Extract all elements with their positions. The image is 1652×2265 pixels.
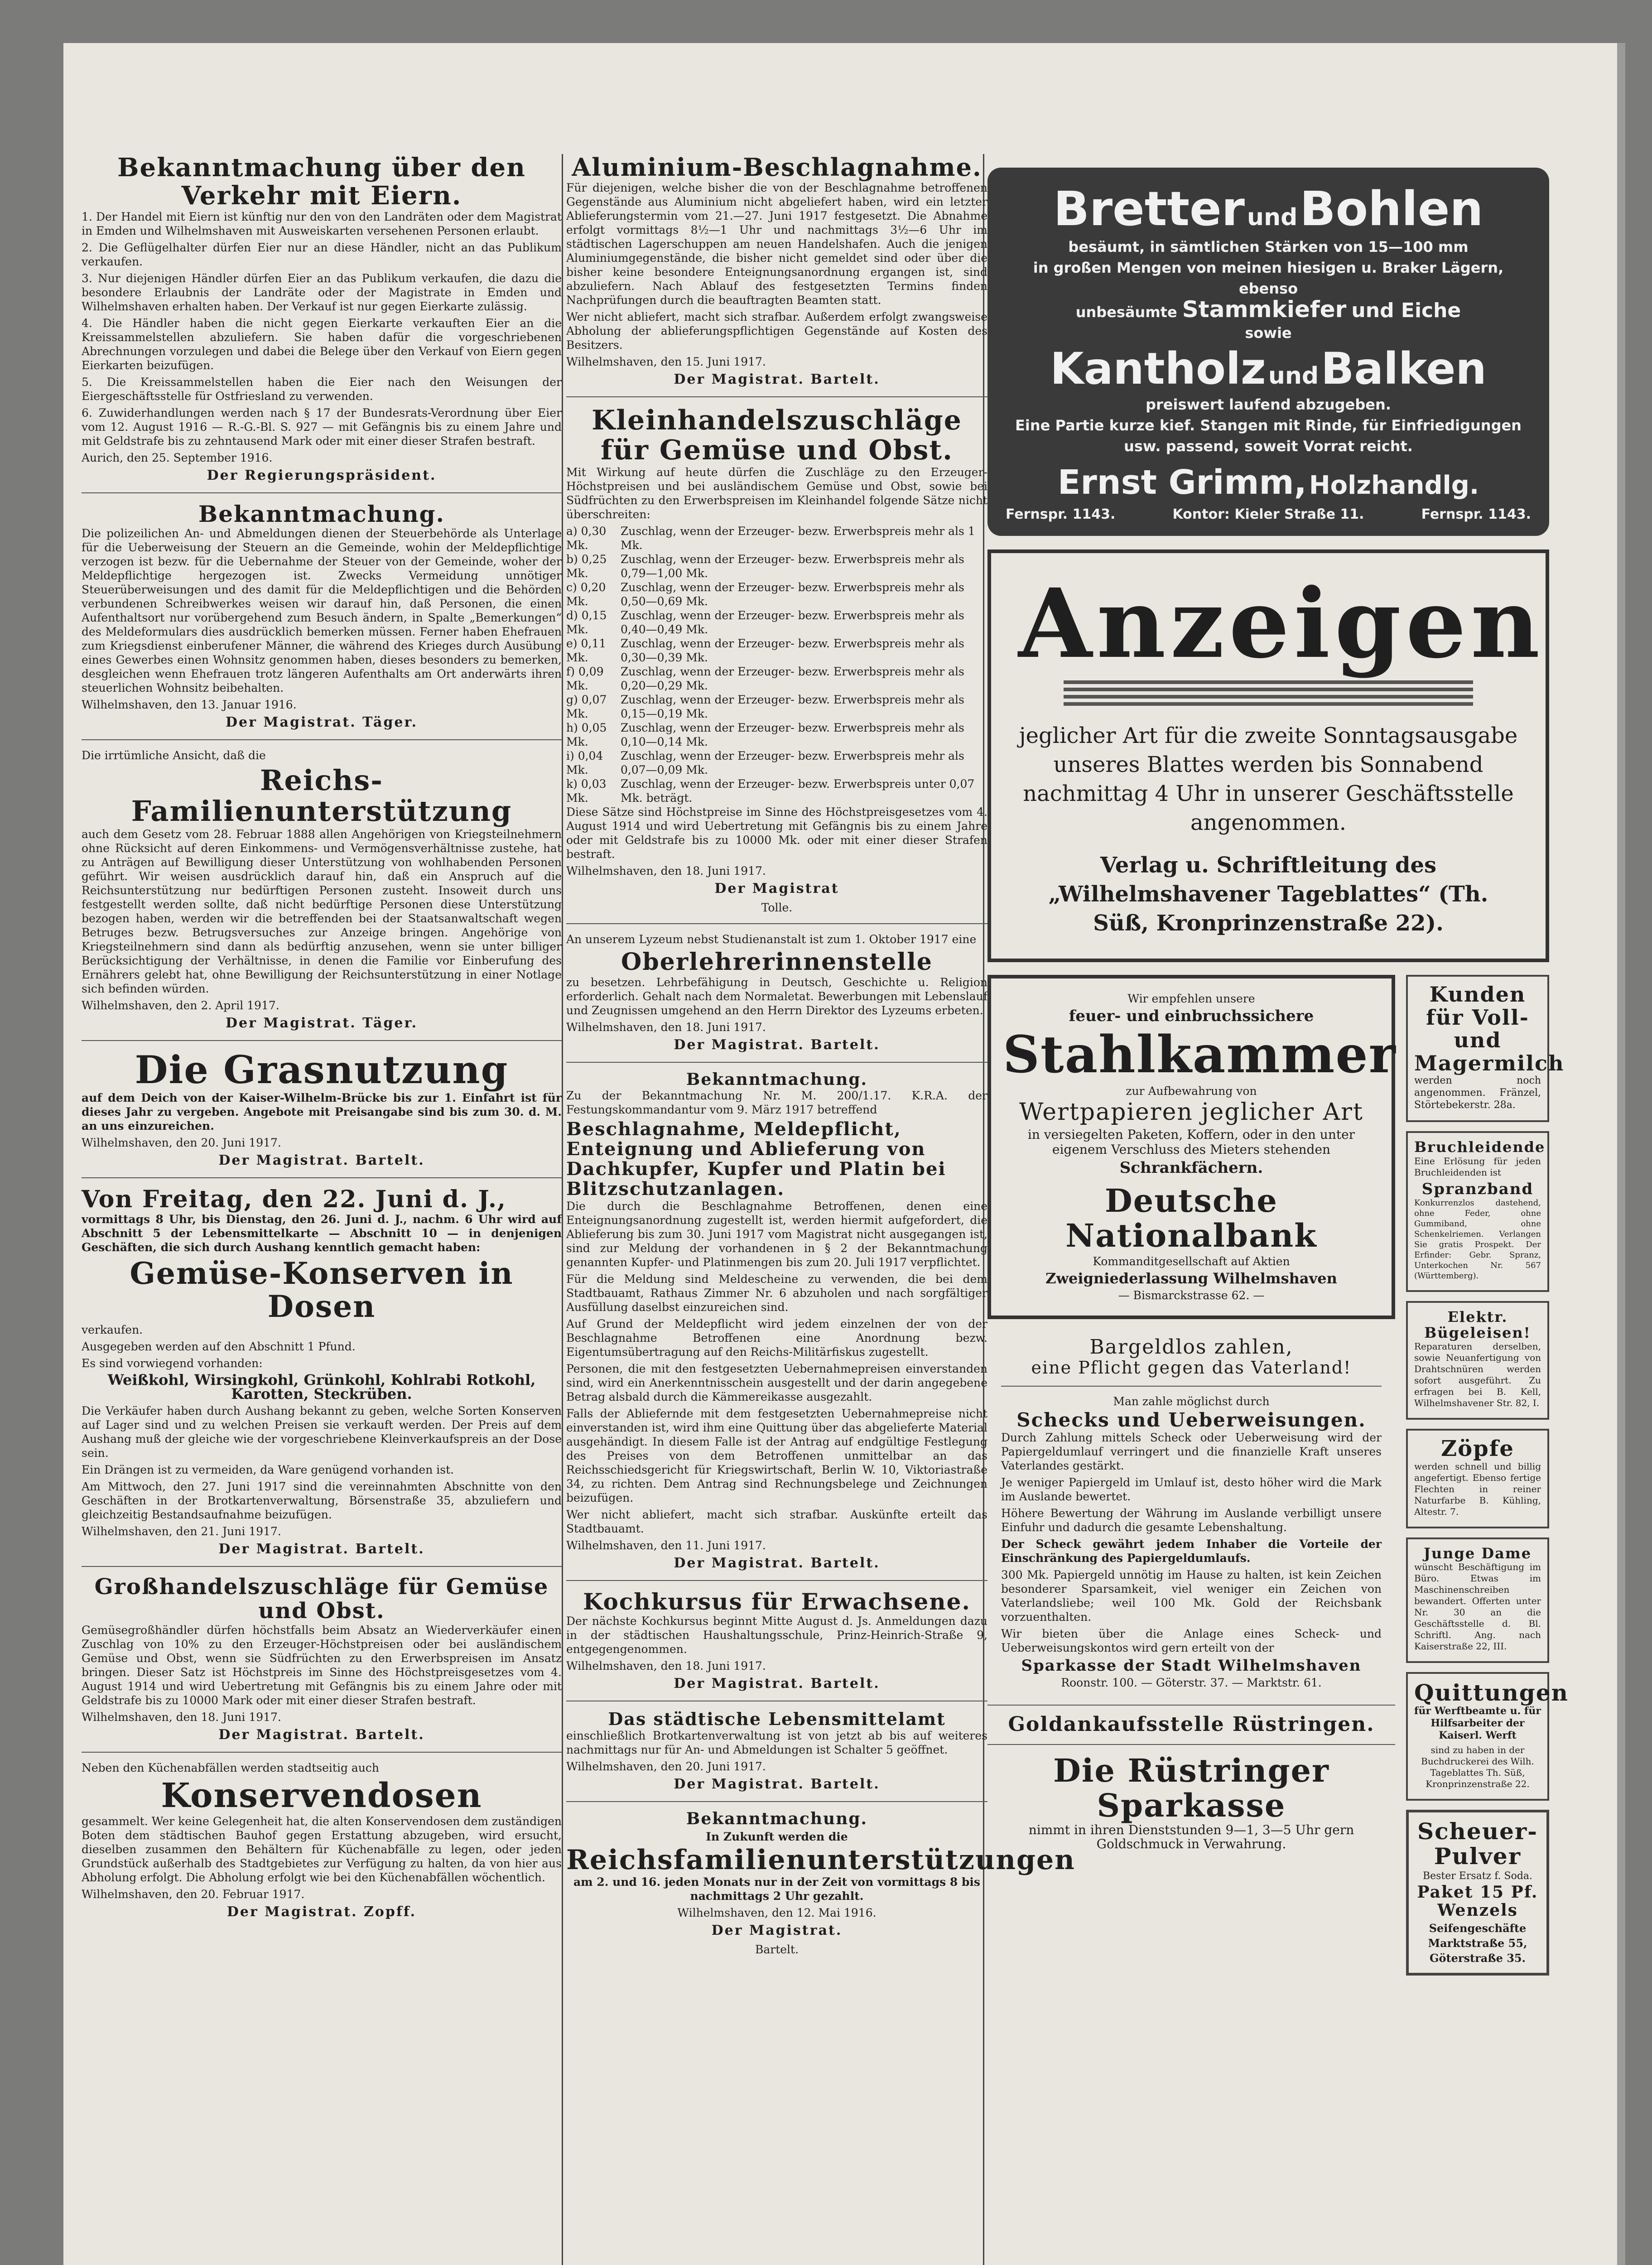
- divider: [987, 1744, 1395, 1745]
- ad-line: ebenso: [1238, 280, 1298, 297]
- paragraph: Ein Drängen ist zu vermeiden, da Ware genügend vorhanden ist.: [82, 1463, 454, 1477]
- surcharge-condition: Zuschlag, wenn der Erzeuger- bezw. Erwerbspreis mehr als 0,07—0,09 Mk.: [621, 749, 964, 777]
- ad-phone: Fernspr. 1143.: [1006, 506, 1116, 522]
- notice-date: Wilhelmshaven, den 21. Juni 1917.: [82, 1525, 281, 1538]
- notice-title: Bekanntmachung.: [198, 501, 445, 528]
- ad-line: Eine Partie kurze kief. Stangen mit Rinde, für Einfriedigungen usw. passend, soweit Vorrat reicht.: [1015, 417, 1522, 455]
- paragraph: einschließlich Brotkartenverwaltung ist von jetzt ab bis auf weiteres nachmittags nur für An- und Abmeldungen ist Schalter 5 geöffnet.: [566, 1729, 987, 1756]
- notice-family-support: [82, 748, 562, 1031]
- paragraph: 6. Zuwiderhandlungen werden nach § 17 der Bundesrats-Verordnung über Eier vom 12. August 1916 — R.-G.-Bl. S. 927 — mit Gefängnis bis zu einem Jahre und mit Geldstrafe bis zu zehntausend Mark oder mit einer dieser Strafen bestraft.: [82, 406, 562, 448]
- divider: [82, 492, 562, 493]
- ad-text: jeglicher Art für die zweite Sonntagsausgabe unseres Blattes werden bis Sonnabend nachmittag 4 Uhr in unserer Geschäftsstelle angenommen.: [1019, 723, 1518, 835]
- paragraph: Der nächste Kochkursus beginnt Mitte August d. Js. Anmeldungen dazu in der städtischen Haushaltungsschule, Prinz-Heinrich-Straße 9, entgegengenommen.: [566, 1614, 987, 1656]
- paragraph: Für diejenigen, welche bisher die von der Beschlagnahme betroffenen Gegenstände aus Aluminium nicht abgeliefert haben, wird ein letzter Ablieferungstermin vom 21.—27. Juni 1917 festgesetzt. Die Abnahme erfolgt vormittags 8½—1 Uhr und nachmittags 3½—6 Uhr im städtischen Lagerschuppen am neuen Handelshafen. Auch die jenigen Aluminiumgegenstände, die bisher nicht gemeldet sind oder über die bisher keine besondere Enteignungsanordnung ergangen ist, sind abzuliefern. Nach Ablauf des festgesetzten Termins finden Nachprüfungen durch die beauftragten Beamten statt.: [566, 181, 987, 307]
- paragraph: auch dem Gesetz vom 28. Februar 1888 allen Angehörigen von Kriegsteilnehmern ohne Rücksicht auf deren Einkommens- und Vermögensverhältnisse zustehe, hat zu Anträgen auf Bewilligung dieser Unterstützung von wohlhabenden Personen geführt. Wir weisen ausdrücklich darauf hin, daß ein Anspruch auf die Reichsunterstützung nur bedürftigen Personen zusteht. Insoweit durch uns festgestellt werden sollte, daß nicht bedürftige Personen diese Unterstützung bezogen haben, werden wir die betreffenden bei der Staatsanwaltschaft wegen Betruges bezw. Betrugsversuches zur Anzeige bringen. Angehörige von Kriegsteilnehmern sind dann als bedürftig anzusehen, wenn sie unter billiger Berücksichtigung der Verhältnisse, in denen die Familie vor Einberufung des Ernährers gelebt hat, ohne Bewilligung der Reichsunterstützung in einer Notlage sich befinden würden.: [82, 827, 562, 995]
- paragraph: sind zu haben in der Buchdruckerei des Wilh. Tageblattes Th. Süß, Kronprinzenstraße 22.: [1421, 1745, 1534, 1790]
- ad-phone: Fernspr. 1143.: [1421, 506, 1531, 522]
- notice-title: Kleinhandelszuschläge für Gemüse und Obst.: [592, 405, 962, 467]
- notice-signature: Der Magistrat. Bartelt.: [674, 1036, 880, 1053]
- column-1: [82, 154, 562, 1929]
- timber-ad: [987, 168, 1549, 536]
- notice-title: Reichsfamilienunterstützungen: [566, 1844, 1075, 1876]
- ad-line: unbesäumte: [1075, 304, 1177, 321]
- ad-line: in großen Mengen von meinen hiesigen u. Braker Lägern,: [1033, 259, 1504, 276]
- surcharge-row: [566, 665, 987, 693]
- notice-title: Die Grasnutzung: [135, 1047, 509, 1092]
- surcharge-condition: Zuschlag, wenn der Erzeuger- bezw. Erwerbspreis mehr als 0,30—0,39 Mk.: [621, 637, 964, 665]
- ad-line: Seifengeschäfte: [1429, 1921, 1527, 1935]
- paragraph: Wer nicht abliefert, macht sich strafbar. Außerdem erfolgt zwangsweise Abholung der ablieferungspflichtigen Gegenstände auf Kosten des Besitzers.: [566, 310, 987, 352]
- paragraph: werden schnell und billig angefertigt. Ebenso fertige Flechten in reiner Naturfarbe B. Kühling, Altestr. 7.: [1414, 1461, 1541, 1518]
- notice-cans: [82, 1761, 562, 1920]
- paragraph: Ausgegeben werden auf den Abschnitt 1 Pfund.: [82, 1340, 356, 1354]
- paragraph: Reparaturen derselben, sowie Neuanfertigung von Drahtschnüren werden sofort ausgeführt. Zu erfragen bei B. Kell, Wilhelmshavener Str. 82, I.: [1414, 1341, 1541, 1409]
- ad-address: Marktstraße 55,: [1428, 1936, 1527, 1950]
- ad-line: Zweigniederlassung Wilhelmshaven: [1045, 1270, 1337, 1287]
- surcharge-amount: c) 0,20 Mk.: [566, 581, 606, 608]
- ad-line: feuer- und einbruchssichere: [1069, 1007, 1314, 1025]
- divider: [566, 1801, 987, 1802]
- ad-title: Balken: [1321, 343, 1487, 394]
- divider: [987, 1705, 1395, 1706]
- divider: [566, 1062, 987, 1063]
- ad-firm: Wenzels: [1437, 1900, 1518, 1920]
- notice-signature: Der Magistrat.: [711, 1922, 843, 1938]
- ad-line: zur Aufbewahrung von: [1126, 1084, 1257, 1098]
- notice-signature: Der Magistrat. Bartelt.: [218, 1541, 425, 1557]
- notice-title: Von Freitag, den 22. Juni d. J.,: [82, 1185, 507, 1213]
- notice-copper: [566, 1071, 987, 1571]
- notice-title: Beschlagnahme, Meldepflicht, Enteignung und Ablieferung von Dachkupfer, Kupfer und Platin bei Blitzschutzanlagen.: [566, 1118, 946, 1200]
- ad-line: Wir empfehlen unsere: [1127, 992, 1255, 1005]
- divider: [82, 1566, 562, 1567]
- divider: [82, 1040, 562, 1041]
- paragraph: Gemüsegroßhändler dürfen höchstfalls beim Absatz an Wiederverkäufer einen Zuschlag von 10% zu den Erzeuger-Höchstpreisen oder bei ausländischem Gemüse und Obst, wenn sie Südfrüchten zu den Erwerbspreisen im Ansatz bringen. Dieser Satz ist Höchstpreis im Sinne des Höchstpreisgesetzes vom 4. August 1914 und wird Uebertretung mit Gefängnis bis zu einem Jahre oder mit Geldstrafe bis zu 10000 Mark oder mit einer dieser Strafen bestraft.: [82, 1623, 562, 1707]
- ad-heading: Bargeldlos zahlen,: [1089, 1335, 1293, 1359]
- surcharge-row: [566, 693, 987, 721]
- paragraph: Falls der Abliefernde mit dem festgesetzten Uebernahmepreise nicht einverstanden ist, wird ihm eine Quittung über das abgelieferte Material ausgehändigt. In diesem Falle ist der Antrag auf endgültige Festlegung des Preises von dem Betroffenen unmittelbar an das Reichsschiedsgericht für Kriegswirtschaft, Berlin W. 10, Viktoriastraße 34, zu richten. Dem Antrag sind Rechnungsbelege und Zeichnungen beizufügen.: [566, 1407, 987, 1505]
- notice-title: Reichs-Familienunterstützung: [131, 764, 512, 828]
- paragraph: am 2. und 16. jeden Monats nur in der Zeit von vormittags 8 bis nachmittags 2 Uhr gezahlt.: [573, 1875, 981, 1903]
- notice-registration: [82, 501, 562, 730]
- notice-heading: Bekanntmachung.: [686, 1809, 868, 1828]
- notice-signature: Der Magistrat. Täger.: [225, 714, 418, 731]
- ad-title: Junge Dame: [1423, 1545, 1532, 1562]
- paragraph: Die durch die Beschlagnahme Betroffenen, denen eine Enteignungsanordnung zugestellt ist, werden hiermit aufgefordert, die Ablieferung bis zum 30. Juni 1917 vom Magistrat nicht ausgegangen ist, sind zur Meldung der vorhandenen in § 2 der Bekanntmachung genannten Kupfer- und Platinmengen bis zum 20. Juli 1917 verpflichtet.: [566, 1200, 987, 1269]
- paragraph: Konkurrenzlos dastehend, ohne Feder, ohne Gummiband, ohne Schenkelriemen. Verlangen Sie gratis Prospekt. Der Erfinder: Gebr. Spranz, Unterkochen Nr. 567 (Württemberg).: [1414, 1198, 1541, 1281]
- stripes-decoration: [1064, 680, 1473, 708]
- ads-left-stack: [987, 975, 1395, 1985]
- ad-line: sowie: [1245, 324, 1292, 342]
- paragraph: Zu der Bekanntmachung Nr. M. 200/1.17. K.R.A. der Festungskommandantur vom 9. März 1917 betreffend: [566, 1089, 987, 1117]
- divider: [566, 396, 987, 397]
- paragraph: 3. Nur diejenigen Händler dürfen Eier an das Publikum verkaufen, die dazu die besondere Erlaubnis der Landräte oder der Magistrate in Emden und Wilhelmshaven erhalten haben. Der Verkauf ist nur gegen Eierkarte zulässig.: [82, 272, 562, 313]
- surcharge-condition: Zuschlag, wenn der Erzeuger- bezw. Erwerbspreis mehr als 0,40—0,49 Mk.: [621, 609, 964, 636]
- column-3: [987, 168, 1569, 1985]
- surcharge-row: [566, 636, 987, 665]
- surcharge-amount: b) 0,25 Mk.: [566, 553, 607, 580]
- divider: [82, 1752, 562, 1753]
- notice-support-payments: [566, 1809, 1075, 1956]
- surcharge-amount: e) 0,11 Mk.: [566, 637, 607, 665]
- stahlkammer-ad: [987, 975, 1395, 1319]
- paragraph: Höhere Bewertung der Währung im Auslande verbilligt unsere Einfuhr und dadurch die gesamte Lebenshaltung.: [1001, 1506, 1382, 1534]
- notice-signature: Der Magistrat. Bartelt.: [674, 371, 880, 388]
- paragraph: Auf Grund der Meldepflicht wird jedem einzelnen der von der Beschlagnahme Betroffenen eine Anordnung bezw. Eigentumsübertragung auf den Reichs-Militärfiskus zugestellt.: [566, 1317, 987, 1359]
- surcharge-condition: Zuschlag, wenn der Erzeuger- bezw. Erwerbspreis mehr als 1 Mk.: [621, 525, 975, 552]
- surcharge-amount: i) 0,04 Mk.: [566, 749, 603, 777]
- surcharge-condition: Zuschlag, wenn der Erzeuger- bezw. Erwerbspreis mehr als 0,10—0,14 Mk.: [621, 721, 964, 749]
- notice-signature: Der Magistrat. Zopff.: [226, 1904, 417, 1920]
- divider: [566, 1580, 987, 1581]
- ad-title: Scheuer-Pulver: [1417, 1818, 1538, 1870]
- paragraph: Am Mittwoch, den 27. Juni 1917 sind die vereinnahmten Abschnitte von den Geschäften in der Brotkartenverwaltung, Börsenstraße 35, abzuliefern und gleichzeitig Bestandsaufnahme beizufügen.: [82, 1480, 562, 1522]
- notice-intro: Neben den Küchenabfällen werden stadtseitig auch: [82, 1761, 380, 1774]
- ad-brand: Spranzband: [1421, 1180, 1534, 1198]
- notice-signature-name: Bartelt.: [755, 1942, 799, 1956]
- paragraph: 300 Mk. Papiergeld unnötig im Hause zu halten, ist kein Zeichen besonderer Sparsamkeit, viel weniger ein Zeichen von Vaterlandsliebe; weil 100 Mk. Gold der Reichsbank vorzuenthalten.: [1001, 1568, 1382, 1624]
- paragraph: Diese Sätze sind Höchstpreise im Sinne des Höchstpreisgesetzes vom 4. August 1914 und wird Uebertretung mit Gefängnis bis zu einem Jahre oder mit Geldstrafe bis zu 10000 Mk. oder mit einer dieser Strafen bestraft.: [566, 805, 987, 861]
- ad-line: Schrankfächern.: [1119, 1159, 1263, 1177]
- notice-food-office: [566, 1710, 987, 1792]
- surcharge-row: [566, 552, 987, 580]
- notice-aluminium: [566, 154, 987, 387]
- paragraph: Mit Wirkung auf heute dürfen die Zuschläge zu den Erzeuger-Höchstpreisen und bei ausländischem Gemüse und Obst, sowie bei Südfrüchten zu den Erwerbspreisen im Kleinhandel folgende Sätze nicht überschreiten:: [566, 466, 987, 521]
- ad-address: Kontor: Kieler Straße 11.: [1172, 506, 1364, 522]
- surcharge-amount: d) 0,15 Mk.: [566, 609, 607, 636]
- notice-date: Wilhelmshaven, den 20. Februar 1917.: [82, 1888, 305, 1901]
- surcharge-list: [566, 524, 987, 805]
- notice-date: Wilhelmshaven, den 15. Juni 1917.: [566, 355, 766, 369]
- paragraph: Je weniger Papiergeld im Umlauf ist, desto höher wird die Mark im Auslande bewertet.: [1001, 1475, 1382, 1503]
- notice-signature: Der Magistrat. Bartelt.: [218, 1152, 425, 1168]
- paragraph: 5. Die Kreissammelstellen haben die Eier nach den Weisungen der Eiergeschäftsstelle für Ostfriesland zu verwenden.: [82, 376, 562, 403]
- paragraph: zu besetzen. Lehrbefähigung in Deutsch, Geschichte u. Religion erforderlich. Gehalt nach dem Normaletat. Bewerbungen mit Lebenslauf und Zeugnissen umgehend an den Herrn Direktor des Lyzeums erbeten.: [566, 975, 987, 1017]
- ad-text: Verlag u. Schriftleitung des „Wilhelmshavener Tageblattes“ (Th. Süß, Kronprinzenstraße 22).: [1048, 853, 1488, 936]
- notice-title: Konservendosen: [161, 1776, 482, 1815]
- ad-address: Roonstr. 100. — Göterstr. 37. — Marktstr. 61.: [1061, 1676, 1322, 1690]
- notice-date: Wilhelmshaven, den 18. Juni 1917.: [566, 864, 766, 878]
- ad-line: in versiegelten Paketen, Koffern, oder in den unter eigenem Verschluss des Mieters stehenden: [1027, 1127, 1355, 1157]
- paragraph: Wer nicht abliefert, macht sich strafbar. Auskünfte erteilt das Stadtbauamt.: [566, 1508, 987, 1536]
- bank-name: Sparkasse der Stadt Wilhelmshaven: [1021, 1656, 1362, 1675]
- surcharge-row: [566, 524, 987, 552]
- ad-title: Stahlkammer: [1003, 1025, 1397, 1084]
- surcharge-condition: Zuschlag, wenn der Erzeuger- bezw. Erwerbspreis mehr als 0,15—0,19 Mk.: [621, 693, 964, 721]
- ad-line: Stammkiefer: [1182, 296, 1347, 323]
- paragraph: vormittags 8 Uhr, bis Dienstag, den 26. Juni d. J., nachm. 6 Uhr wird auf Abschnitt 5 der Lebensmittelkarte — Abschnitt 10 — in denjenigen Geschäften, die sich durch Aushang kenntlich gemacht haben:: [82, 1213, 562, 1254]
- notice-signature: Der Magistrat. Bartelt.: [674, 1776, 880, 1792]
- anzeigen-ad: [987, 549, 1549, 962]
- ad-title: Anzeigen: [1018, 568, 1545, 680]
- gold-office-title: Goldankaufsstelle Rüstringen.: [1008, 1713, 1375, 1736]
- paragraph: Es sind vorwiegend vorhanden:: [82, 1357, 263, 1370]
- notice-signature: Der Magistrat: [714, 881, 839, 897]
- ad-title: Bretter: [1053, 181, 1245, 236]
- notice-date: Wilhelmshaven, den 20. Juni 1917.: [82, 1136, 281, 1149]
- braids-ad: [1406, 1429, 1549, 1528]
- ad-line: Man zahle möglichst durch: [1113, 1394, 1270, 1408]
- notice-signature: Der Magistrat. Täger.: [225, 1015, 418, 1031]
- paragraph: Der Scheck gewährt jedem Inhaber die Vorteile der Einschränkung des Papiergeldumlaufs.: [1001, 1537, 1382, 1565]
- surcharge-condition: Zuschlag, wenn der Erzeuger- bezw. Erwerbspreis unter 0,07 Mk. beträgt.: [621, 777, 975, 805]
- ad-firm: Holzhandlg.: [1309, 471, 1479, 500]
- notice-date: Wilhelmshaven, den 18. Juni 1917.: [566, 1020, 766, 1034]
- notice-intro: Die irrtümliche Ansicht, daß die: [82, 749, 266, 762]
- notice-date: Wilhelmshaven, den 2. April 1917.: [82, 998, 279, 1012]
- divider: [82, 739, 562, 740]
- paragraph: Wir bieten über die Anlage eines Scheck- und Ueberweisungskontos wird gern erteilt von der: [1001, 1627, 1382, 1654]
- surcharge-amount: g) 0,07 Mk.: [566, 693, 607, 721]
- paragraph: für Werftbeamte u. für Hilfsarbeiter der Kaiserl. Werft: [1414, 1705, 1541, 1742]
- paragraph: verkaufen.: [82, 1323, 143, 1337]
- ad-line: preiswert laufend abzugeben.: [1146, 396, 1391, 413]
- ad-address: Göterstraße 35.: [1430, 1951, 1526, 1965]
- notice-signature: Der Magistrat. Bartelt.: [674, 1555, 880, 1571]
- notice-title: Aluminium-Beschlagnahme.: [572, 153, 982, 182]
- surcharge-condition: Zuschlag, wenn der Erzeuger- bezw. Erwerbspreis mehr als 0,50—0,69 Mk.: [621, 581, 964, 608]
- notice-heading: Gemüse-Konserven in Dosen: [130, 1256, 514, 1324]
- ad-line: besäumt, in sämtlichen Stärken von 15—100 mm: [1068, 238, 1469, 255]
- paragraph: Für die Meldung sind Meldescheine zu verwenden, die bei dem Stadtbauamt, Rathaus Zimmer Nr. 6 abzuholen und nach sorgfältiger Ausfüllung daselbst einzureichen sind.: [566, 1272, 987, 1314]
- notice-eggs: [82, 154, 562, 483]
- divider: [566, 923, 987, 924]
- paragraph: werden noch angenommen. Fränzel, Störtebekerstr. 28a.: [1414, 1075, 1541, 1111]
- ad-title: Bruchleidende: [1414, 1138, 1546, 1156]
- ad-firm: Ernst Grimm,: [1057, 463, 1307, 502]
- iron-ad: [1406, 1301, 1549, 1420]
- notice-date: Aurich, den 25. September 1916.: [82, 451, 273, 465]
- surcharge-row: [566, 749, 987, 777]
- notice-grass: [82, 1049, 562, 1168]
- notice-title: Oberlehrerinnenstelle: [621, 948, 933, 976]
- job-ad: [1406, 1537, 1549, 1663]
- ad-line: und Eiche: [1351, 299, 1461, 322]
- paragraph: Personen, die mit den festgesetzten Uebernahmepreisen einverstanden sind, wird ein Anerkenntnisschein ausgestellt und der darin angegebene Betrag alsbald durch die Kämmereikasse ausgezahlt.: [566, 1362, 987, 1404]
- ad-title: Quittungen: [1414, 1679, 1569, 1706]
- notice-canned-vegetables: [82, 1186, 562, 1557]
- column-rule-1: [562, 154, 563, 2265]
- cashless-ad: [987, 1332, 1395, 1696]
- ad-title: Kunden für Voll- und Magermilch: [1414, 982, 1565, 1075]
- divider: [82, 1177, 562, 1178]
- notice-signature: Der Regierungspräsident.: [207, 467, 437, 484]
- paragraph: nimmt in ihren Dienststunden 9—1, 3—5 Uhr gern Goldschmuck in Verwahrung.: [1028, 1822, 1354, 1851]
- notice-title: Bekanntmachung über den Verkehr mit Eiern.: [117, 153, 526, 211]
- notice-date: Wilhelmshaven, den 18. Juni 1917.: [82, 1710, 281, 1724]
- surcharge-amount: a) 0,30 Mk.: [566, 525, 607, 552]
- receipts-ad: [1406, 1672, 1569, 1801]
- surcharge-condition: Zuschlag, wenn der Erzeuger- bezw. Erwerbspreis mehr als 0,20—0,29 Mk.: [621, 665, 964, 693]
- notice-cooking-course: [566, 1589, 987, 1692]
- ad-line: Bester Ersatz f. Soda.: [1422, 1870, 1533, 1882]
- ad-line: Kommanditgesellschaft auf Aktien: [1093, 1255, 1290, 1268]
- ad-heading: Wertpapieren jeglicher Art: [1019, 1099, 1363, 1126]
- notice-date: Wilhelmshaven, den 20. Juni 1917.: [566, 1759, 766, 1773]
- paragraph: 2. Die Geflügelhalter dürfen Eier nur an diese Händler, nicht an das Publikum verkaufen.: [82, 241, 562, 269]
- bank-name: Deutsche Nationalbank: [1065, 1182, 1317, 1255]
- paragraph: auf dem Deich von der Kaiser-Wilhelm-Brücke bis zur 1. Einfahrt ist für dieses Jahr zu vergeben. Angebote mit Preisangabe sind bis zum 30. d. M. an uns einzureichen.: [82, 1091, 562, 1132]
- notice-teacher-post: [566, 932, 987, 1052]
- scouring-powder-ad: [1406, 1810, 1549, 1975]
- notice-date: Wilhelmshaven, den 12. Mai 1916.: [677, 1906, 877, 1919]
- surcharge-row: [566, 721, 987, 749]
- ad-title-conjunction: und: [1268, 362, 1319, 390]
- surcharge-row: [566, 777, 987, 805]
- notice-wholesale: [82, 1575, 562, 1743]
- paragraph: Eine Erlösung für jeden Bruchleidenden ist: [1414, 1155, 1541, 1178]
- paragraph: gesammelt. Wer keine Gelegenheit hat, die alten Konservendosen dem zuständigen Boten dem städtischen Bauhof gegen Erstattung abzugeben, wird ersucht, dieselben zusammen den Behältern für Küchenabfälle zu legen, oder jeden Grundstück außerhalb des Stadtgebietes zur Verfügung zu halten, da von hier aus Abholung erfolgt. Die Abholung erfolgt wie bei den Küchenabfällen wöchentlich.: [82, 1815, 562, 1884]
- paragraph: Die Verkäufer haben durch Aushang bekannt zu geben, welche Sorten Konserven auf Lager sind und zu welchen Preisen sie verkauft werden. Der Preis auf dem Aushang muß der gleiche wie der vorgeschriebene Kleinverkaufspreis an der Dose sein.: [82, 1404, 562, 1460]
- notice-heading: Bekanntmachung.: [686, 1070, 868, 1089]
- ad-line: — Bismarckstrasse 62. —: [1118, 1289, 1265, 1302]
- paragraph: Die polizeilichen An- und Abmeldungen dienen der Steuerbehörde als Unterlage für die Ueberweisung der Steuern an die Gemeinde, wohin der Meldepflichtige verzogen ist bezw. für die Uebernahme der Steuer von der Gemeinde, woher der Meldepflichtige hergezogen ist. Zwecks Vermeidung unnötiger Steuerüberweisungen und des damit für die Meldepflichtigen und die Behörden verbundenen Schreibwerkes weisen wir darauf hin, daß Personen, die einen Aufenthaltsort nur vorübergehend zum Besuch ändern, in Spalte „Bemerkungen“ des Meldeformulars dies ausdrücklich bemerken müssen. Ferner haben Ehefrauen zum Kriegsdienst einberufener Männer, die während des Krieges durch Ausübung eines Gewerbes einen Wohnsitz genommen haben, dieses besonders zu bemerken, desgleichen wenn Ehefrauen trotz längeren Aufenthalts am Ort anderwärts ihren steuerlichen Wohnsitz beibehalten.: [82, 527, 562, 695]
- divider: [1001, 1386, 1382, 1387]
- surcharge-amount: k) 0,03 Mk.: [566, 777, 607, 805]
- sparkasse-title: Die Rüstringer Sparkasse: [1053, 1751, 1329, 1824]
- notice-date: Wilhelmshaven, den 13. Januar 1916.: [82, 698, 297, 712]
- truss-ad: [1406, 1131, 1549, 1292]
- ad-heading: eine Pflicht gegen das Vaterland!: [1031, 1357, 1352, 1378]
- notice-retail-surcharge: [566, 405, 987, 914]
- paragraph: 4. Die Händler haben die nicht gegen Eierkarte verkauften Eier an die Kreissammelstellen abzuliefern. Sie haben dafür die vorgeschriebenen Abrechnungen vorzulegen und dabei die Belege über den Verkauf von Eiern gegen Eierkarten beizufügen.: [82, 317, 562, 372]
- notice-intro: In Zukunft werden die: [706, 1830, 848, 1843]
- surcharge-row: [566, 608, 987, 636]
- notice-signature: Der Magistrat. Bartelt.: [218, 1726, 425, 1743]
- surcharge-condition: Zuschlag, wenn der Erzeuger- bezw. Erwerbspreis mehr als 0,79—1,00 Mk.: [621, 553, 964, 580]
- ad-title: Schecks und Ueberweisungen.: [1016, 1408, 1366, 1431]
- surcharge-amount: h) 0,05 Mk.: [566, 721, 607, 749]
- paragraph: Durch Zahlung mittels Scheck oder Ueberweisung wird der Papiergeldumlauf verringert und die finanzielle Kraft unseres Vaterlandes gestärkt.: [1001, 1431, 1382, 1472]
- notice-title: Kochkursus für Erwachsene.: [583, 1588, 971, 1615]
- surcharge-row: [566, 580, 987, 608]
- notice-date: Wilhelmshaven, den 11. Juni 1917.: [566, 1539, 766, 1552]
- notice-title: Das städtische Lebensmittelamt: [608, 1709, 946, 1730]
- notice-signature: Der Magistrat. Bartelt.: [674, 1676, 880, 1692]
- ad-price: Paket 15 Pf.: [1417, 1883, 1538, 1902]
- surcharge-amount: f) 0,09 Mk.: [566, 665, 604, 693]
- notice-signature-name: Tolle.: [761, 901, 793, 915]
- notice-date: Wilhelmshaven, den 18. Juni 1917.: [566, 1659, 766, 1673]
- ad-title: Bohlen: [1300, 181, 1483, 236]
- notice-title: Großhandelszuschläge für Gemüse und Obst.: [94, 1574, 549, 1624]
- notice-intro: An unserem Lyzeum nebst Studienanstalt ist zum 1. Oktober 1917 eine: [566, 933, 977, 946]
- ad-title: Kantholz: [1050, 343, 1266, 394]
- ad-title-conjunction: und: [1247, 204, 1298, 231]
- ad-title: Zöpfe: [1441, 1436, 1514, 1462]
- ads-right-stack: [1406, 975, 1569, 1985]
- item-list: Weißkohl, Wirsingkohl, Grünkohl, Kohlrabi Rotkohl, Karotten, Steckrüben.: [107, 1371, 536, 1403]
- ad-title: Elektr. Bügeleisen!: [1424, 1308, 1531, 1342]
- paragraph: 1. Der Handel mit Eiern ist künftig nur den von den Landräten oder dem Magistrat in Emden und Wilhelmshaven mit Ausweiskarten versehenen Personen erlaubt.: [82, 210, 562, 238]
- milk-ad: [1406, 975, 1565, 1122]
- paragraph: wünscht Beschäftigung im Büro. Etwas im Maschinenschreiben bewandert. Offerten unter Nr. 30 an die Geschäftsstelle d. Bl. Schriftl. Ang. nach Kaiserstraße 22, III.: [1414, 1561, 1541, 1652]
